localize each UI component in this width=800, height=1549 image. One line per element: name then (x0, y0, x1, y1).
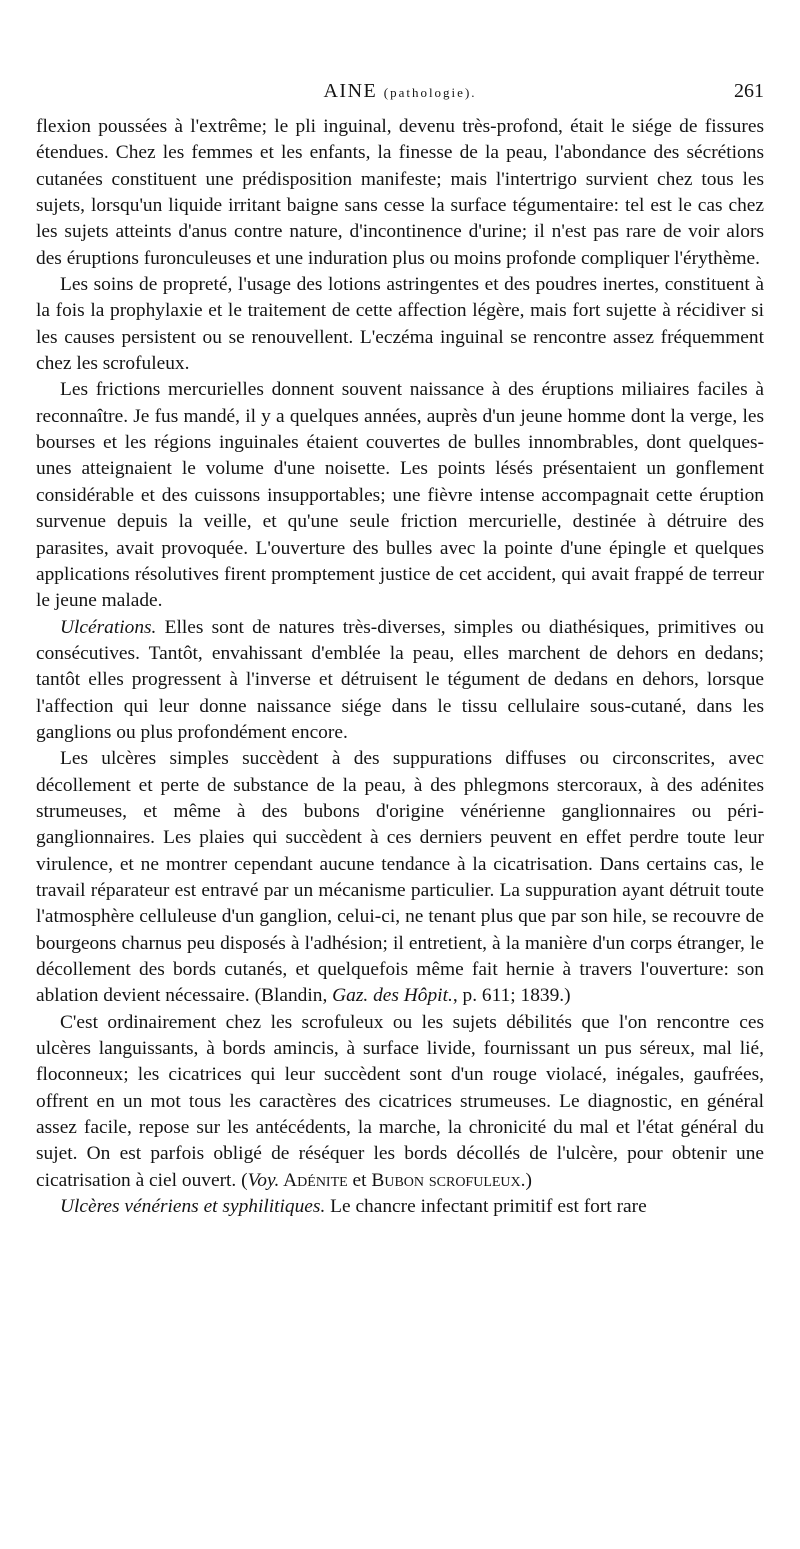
paragraph-treatment (36, 272, 764, 377)
citation-title: Gaz. des Hôpit. (332, 985, 453, 1007)
running-title (36, 80, 764, 103)
cross-reference-joiner: et (347, 1169, 372, 1191)
paragraph-text: Elles sont de natures très-diverses, simples ou diathésiques, primitives ou consécutives. Tantôt, envahissant d'emblée la peau, elles marchent de dehors en dedans; tantôt elles progressent à l'inverse et détruisent le tégument de dedans en dehors, lorsque l'affection qui leur donne naissance siége dans le tissu cellulaire sous-cutané, dans les ganglions ou plus profondément encore. (36, 616, 764, 743)
paragraph-text: Le chancre infectant primitif est fort rare (325, 1196, 647, 1218)
paragraph-text: Les frictions mercurielles donnent souvent naissance à des éruptions miliaires faciles à reconnaître. Je fus mandé, il y a quelques années, auprès d'un jeune homme dont la verge, les bourses et les régions inguinales étaient couvertes de bulles innombrables, dont quelques-unes atteignaient le volume d'une noisette. Les points lésés présentaient un gonflement considérable et des cuissons insupportables; une fièvre intense accompagnait cette éruption survenue depuis la veille, et qu'une seule friction mercurielle, destinée à détruire des parasites, avait provoquée. L'ouverture des bulles avec la pointe d'une épingle et quelques applications résolutives firent promptement justice de cet accident, qui avait frappé de terreur le jeune malade. (36, 379, 764, 612)
paragraph-mercurial-frictions (36, 377, 764, 614)
cross-reference-bubon: Bubon scrofuleux (371, 1169, 521, 1191)
paragraph-intertrigo (36, 114, 764, 272)
section-heading: Ulcérations. (60, 616, 157, 638)
paragraph-text: Les ulcères simples succèdent à des suppurations diffuses ou circonscrites, avec décollement et perte de substance de la peau, à des phlegmons stercoraux, à des adénites strumeuses, et même à des bubons d'origine vénérienne ganglionnaires ou péri-ganglionnaires. Les plaies qui succèdent à ces derniers peuvent en effet perdre toute leur virulence, et ne montrer cependant aucune tendance à la cicatrisation. Dans certains cas, le travail réparateur est entravé par un mécanisme particulier. La suppuration ayant détruit toute l'atmosphère celluleuse d'un ganglion, celui-ci, ne tenant plus que par son hile, se recouvre de bourgeons charnus peu disposés à l'adhésion; il entretient, à la manière d'un corps étranger, le décollement des bords cutanés, et quelquefois même fait hernie à travers l'ouverture: son ablation devient nécessaire. (Blandin, (36, 748, 764, 1007)
running-title-sub: (pathologie). (383, 85, 477, 100)
cross-reference-adenite: Adénite (279, 1169, 348, 1191)
section-heading: Ulcères vénériens et syphilitiques. (60, 1196, 326, 1218)
paragraph-venereal-ulcers (36, 1194, 764, 1220)
book-page (36, 80, 764, 1220)
page-header (36, 80, 764, 114)
paragraph-text: C'est ordinairement chez les scrofuleux ou les sujets débilités que l'on rencontre ces ulcères languissants, à bords amincis, à surface livide, fournissant un pus séreux, mal lié, floconneux; les cicatrices qui leur succèdent sont d'un rouge violacé, inégales, gaufrées, offrent en un mot tous les caractères des cicatrices strumeuses. Le diagnostic, en général assez facile, repose sur les antécédents, la marche, la chronicité du mal et l'état général du sujet. On est parfois obligé de réséquer les bords décollés de l'ulcère, pour obtenir une cicatrisation à ciel ouvert. ( (36, 1011, 764, 1191)
paragraph-simple-ulcers (36, 746, 764, 1009)
running-title-main: AINE (323, 80, 378, 102)
body-text (36, 114, 764, 1220)
paragraph-text: Les soins de propreté, l'usage des lotions astringentes et des poudres inertes, constituent à la fois la prophylaxie et le traitement de cette affection légère, mais fort sujette à récidiver si les causes persistent ou se renouvellent. L'eczéma inguinal se rencontre assez fréquemment chez les scrofuleux. (36, 274, 764, 375)
cross-reference-voy: Voy. (247, 1169, 280, 1191)
paragraph-text: flexion poussées à l'extrême; le pli inguinal, devenu très-profond, était le siége de fissures étendues. Chez les femmes et les enfants, la finesse de la peau, l'abondance des sécrétions cutanées constituent une prédisposition manifeste; mais l'intertrigo survient chez tous les sujets, lorsqu'un liquide irritant baigne sans cesse la surface tégumentaire: tel est le cas chez les sujets atteints d'anus contre nature, d'incontinence d'urine; il n'est pas rare de voir alors des éruptions furonculeuses et une induration plus ou moins profonde compliquer l'érythème. (36, 116, 764, 269)
cross-reference-tail: .) (520, 1169, 532, 1191)
paragraph-scrofulous-ulcers (36, 1010, 764, 1194)
paragraph-ulcerations (36, 615, 764, 747)
page-number: 261 (734, 80, 764, 102)
citation-tail: , p. 611; 1839.) (452, 985, 571, 1007)
